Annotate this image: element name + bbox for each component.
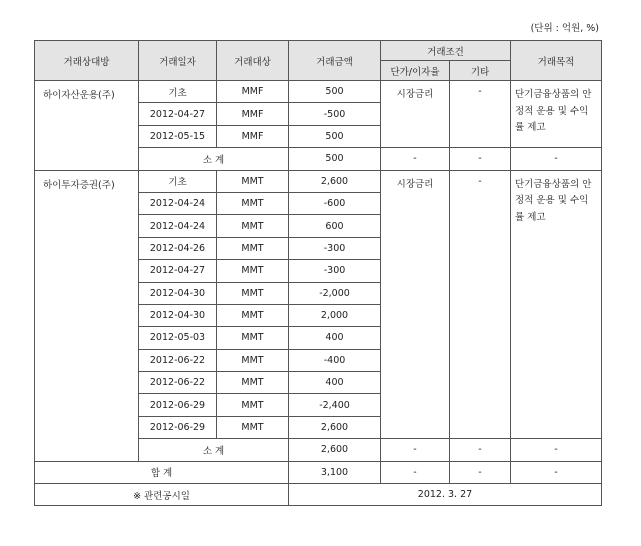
date-cell: 2012-04-27	[139, 103, 217, 125]
amount-cell: 2,600	[289, 170, 381, 192]
header-counterparty: 거래상대방	[35, 41, 139, 81]
amount-cell: 400	[289, 372, 381, 394]
date-cell: 기초	[139, 170, 217, 192]
total-other: -	[450, 461, 511, 483]
counterparty-cell: 하이자산운용(주)	[35, 81, 139, 171]
total-rate: -	[381, 461, 450, 483]
subtotal-rate: -	[381, 439, 450, 461]
amount-cell: 600	[289, 215, 381, 237]
header-other: 기타	[450, 61, 511, 81]
total-row	[35, 461, 602, 483]
date-cell: 2012-06-22	[139, 372, 217, 394]
purpose-cell: 단기금융상품의 안정적 운용 및 수익률 제고	[511, 170, 602, 439]
total-purpose: -	[511, 461, 602, 483]
target-cell: MMT	[217, 349, 289, 371]
amount-cell: -2,400	[289, 394, 381, 416]
header-conditions: 거래조건	[381, 41, 511, 61]
header-date: 거래일자	[139, 41, 217, 81]
amount-cell: -2,000	[289, 282, 381, 304]
date-cell: 2012-04-26	[139, 237, 217, 259]
amount-cell: 500	[289, 125, 381, 147]
date-cell: 2012-04-24	[139, 192, 217, 214]
header-amount: 거래금액	[289, 41, 381, 81]
date-cell: 기초	[139, 81, 217, 103]
amount-cell: 2,000	[289, 304, 381, 326]
subtotal-label: 소 계	[139, 439, 289, 461]
amount-cell: -400	[289, 349, 381, 371]
rate-cell: 시장금리	[381, 170, 450, 439]
subtotal-purpose: -	[511, 439, 602, 461]
other-cell: -	[450, 170, 511, 439]
amount-cell: -600	[289, 192, 381, 214]
total-amount: 3,100	[289, 461, 381, 483]
target-cell: MMF	[217, 81, 289, 103]
header-target: 거래대상	[217, 41, 289, 81]
date-cell: 2012-04-30	[139, 282, 217, 304]
subtotal-other: -	[450, 439, 511, 461]
target-cell: MMT	[217, 394, 289, 416]
target-cell: MMT	[217, 327, 289, 349]
table-row	[35, 81, 602, 103]
amount-cell: -300	[289, 260, 381, 282]
target-cell: MMF	[217, 125, 289, 147]
target-cell: MMT	[217, 170, 289, 192]
disclosure-row	[35, 484, 602, 506]
target-cell: MMT	[217, 372, 289, 394]
date-cell: 2012-04-30	[139, 304, 217, 326]
target-cell: MMT	[217, 304, 289, 326]
table-row	[35, 170, 602, 192]
amount-cell: 500	[289, 81, 381, 103]
amount-cell: -300	[289, 237, 381, 259]
date-cell: 2012-04-27	[139, 260, 217, 282]
amount-cell: 2,600	[289, 416, 381, 438]
other-cell: -	[450, 81, 511, 148]
target-cell: MMF	[217, 103, 289, 125]
date-cell: 2012-05-15	[139, 125, 217, 147]
header-rate: 단가/이자율	[381, 61, 450, 81]
amount-cell: -500	[289, 103, 381, 125]
date-cell: 2012-04-24	[139, 215, 217, 237]
date-cell: 2012-06-29	[139, 394, 217, 416]
total-label: 합 계	[35, 461, 289, 483]
target-cell: MMT	[217, 416, 289, 438]
date-cell: 2012-05-03	[139, 327, 217, 349]
date-cell: 2012-06-22	[139, 349, 217, 371]
target-cell: MMT	[217, 237, 289, 259]
purpose-cell: 단기금융상품의 안정적 운용 및 수익률 제고	[511, 81, 602, 148]
amount-cell: 400	[289, 327, 381, 349]
disclosure-label: ※ 관련공시일	[35, 484, 289, 506]
date-cell: 2012-06-29	[139, 416, 217, 438]
subtotal-amount: 500	[289, 148, 381, 170]
subtotal-rate: -	[381, 148, 450, 170]
target-cell: MMT	[217, 215, 289, 237]
counterparty-cell: 하이투자증권(주)	[35, 170, 139, 461]
subtotal-amount: 2,600	[289, 439, 381, 461]
disclosure-date: 2012. 3. 27	[289, 484, 602, 506]
subtotal-purpose: -	[511, 148, 602, 170]
rate-cell: 시장금리	[381, 81, 450, 148]
target-cell: MMT	[217, 192, 289, 214]
unit-note: (단위 : 억원, %)	[530, 23, 599, 34]
subtotal-label: 소 계	[139, 148, 289, 170]
transaction-table	[34, 40, 602, 506]
target-cell: MMT	[217, 282, 289, 304]
subtotal-other: -	[450, 148, 511, 170]
header-purpose: 거래목적	[511, 41, 602, 81]
target-cell: MMT	[217, 260, 289, 282]
